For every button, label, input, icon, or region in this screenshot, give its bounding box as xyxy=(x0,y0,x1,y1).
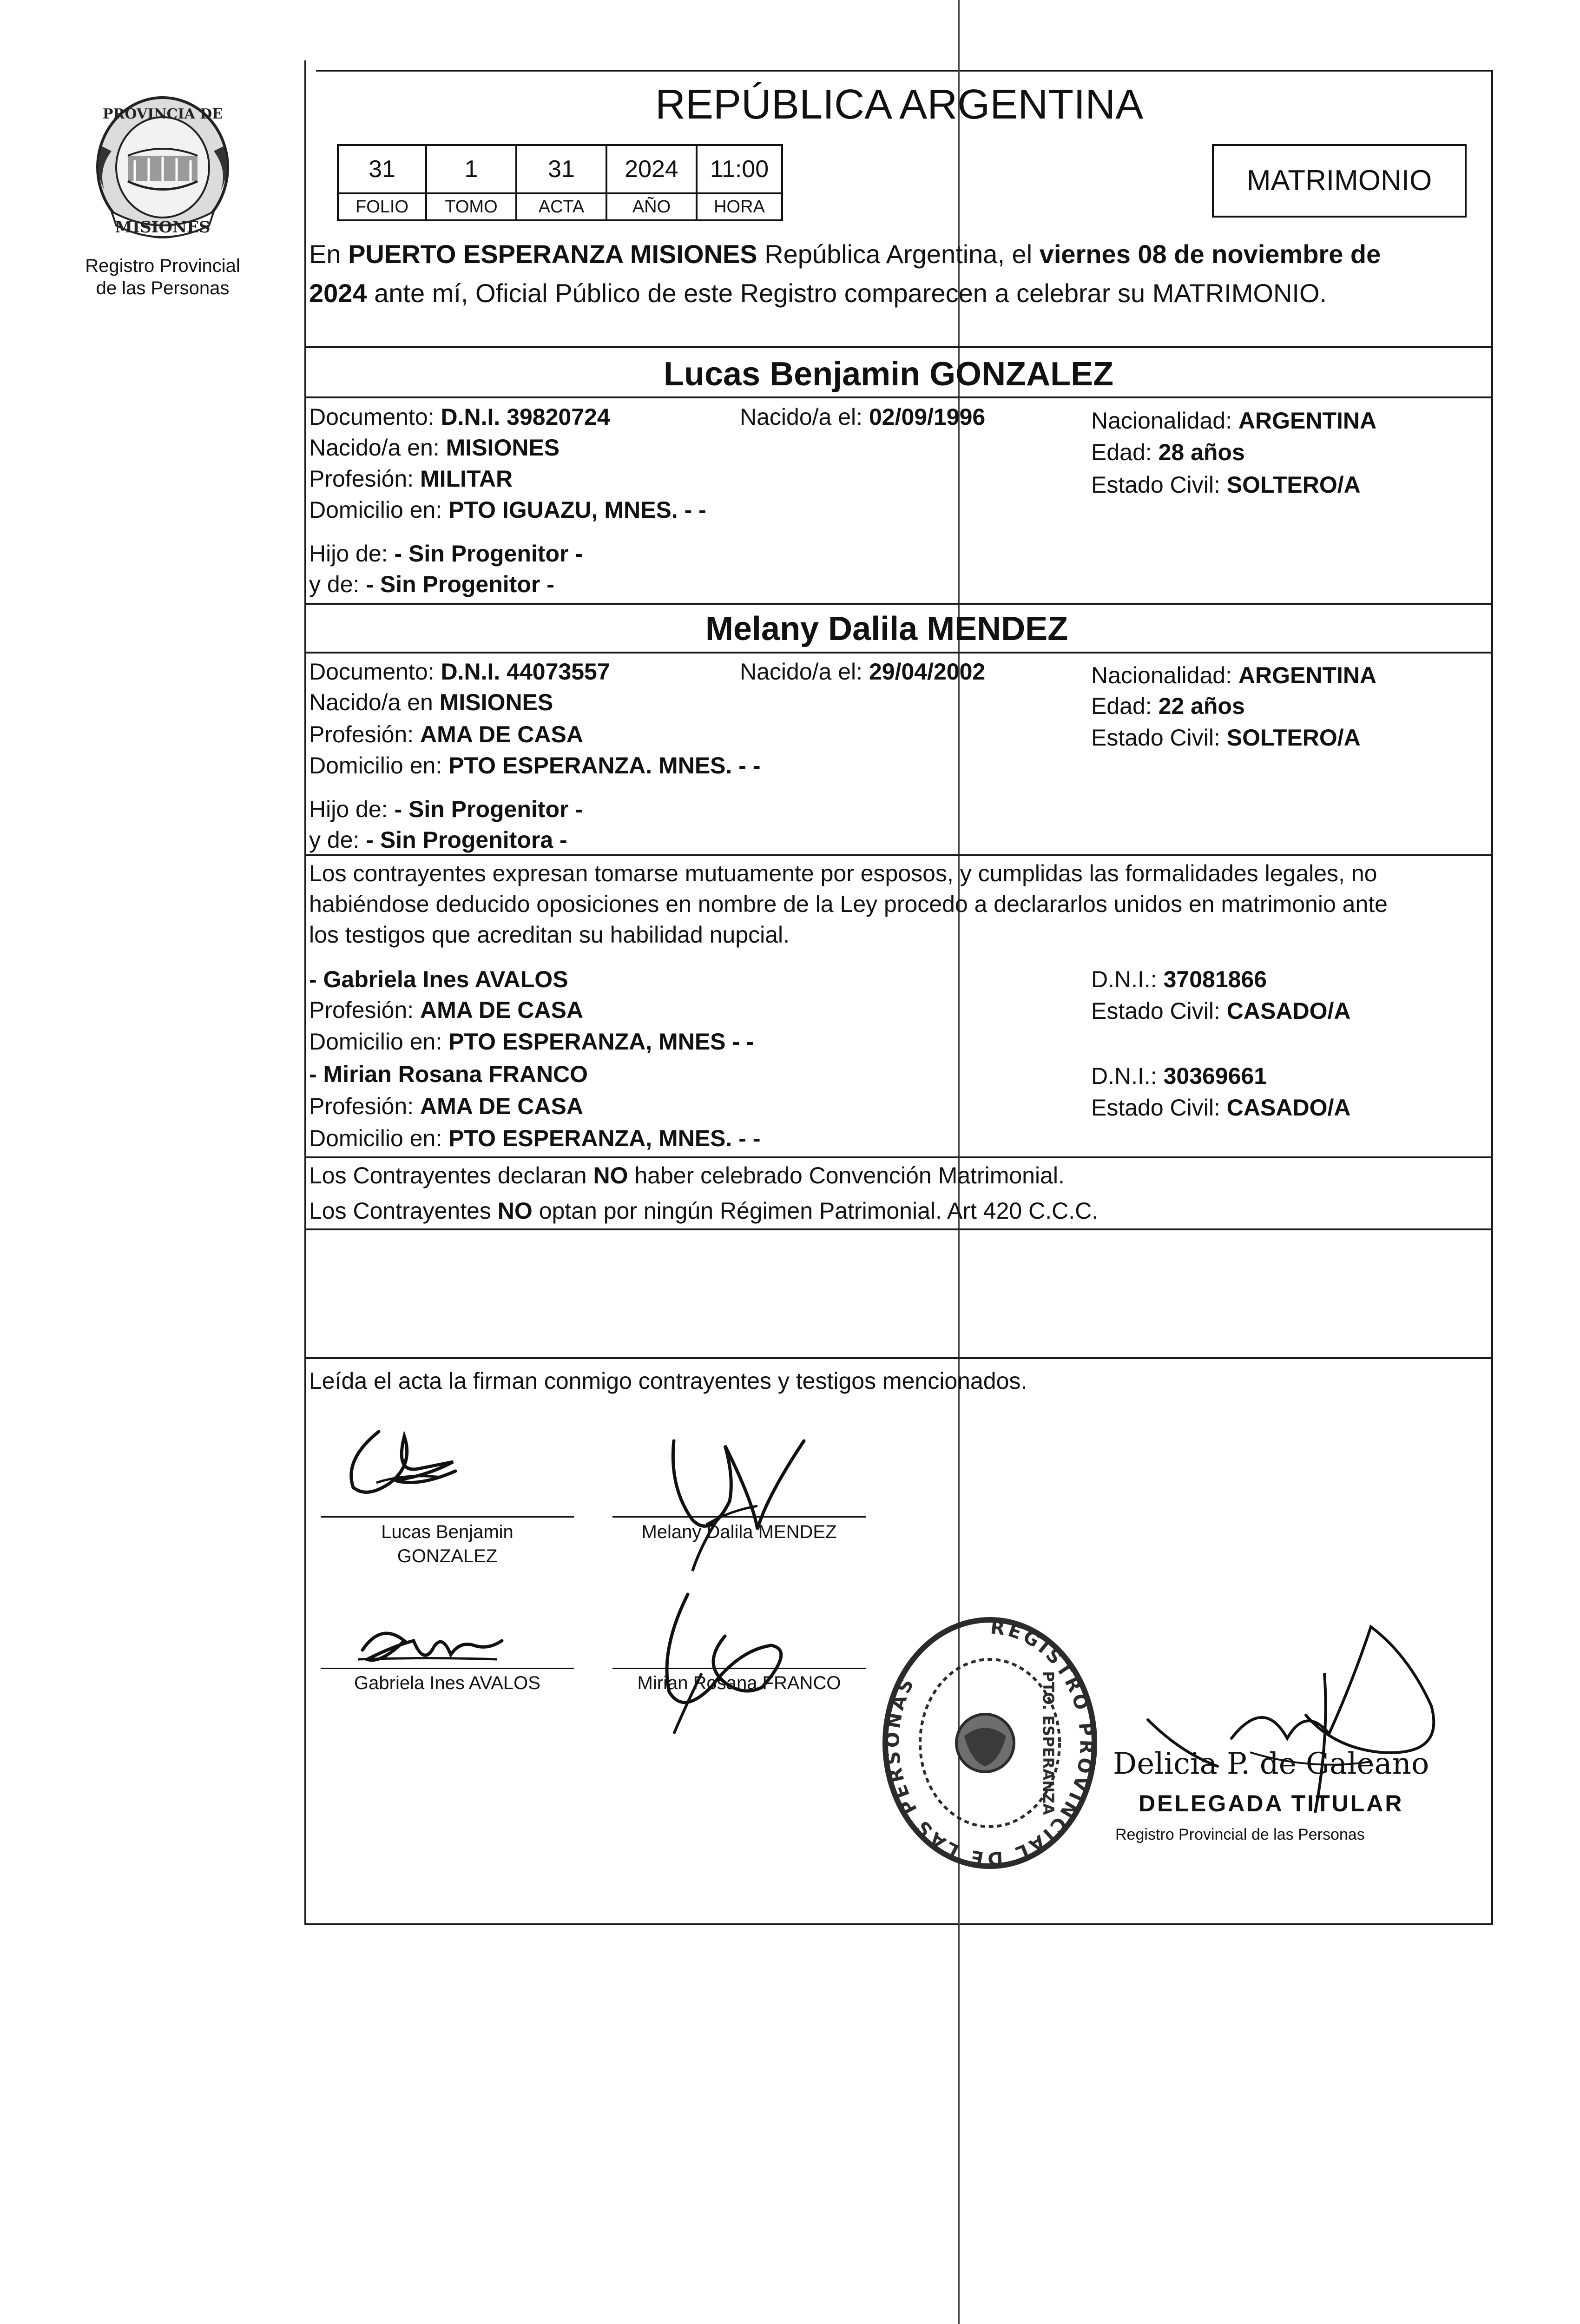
bride-signature xyxy=(651,1432,846,1580)
groom-signature-caption: Lucas Benjamin GONZALEZ xyxy=(381,1522,514,1566)
groom-signature-line xyxy=(321,1516,574,1518)
divider-header xyxy=(304,346,1493,348)
frame-bottom-border xyxy=(304,1923,1493,1925)
regime-convention: Los Contrayentes declaran NO haber celebrado Convención Matrimonial. xyxy=(309,1162,1065,1188)
bride-signature-caption: Melany Dalila MENDEZ xyxy=(641,1522,837,1542)
svg-text:MISIONES: MISIONES xyxy=(115,218,211,237)
groom-nacido-en: Nacido/a en: MISIONES xyxy=(309,435,560,461)
official-signature xyxy=(1111,1599,1464,1822)
groom-documento: Documento: D.N.I. 39820724 xyxy=(309,404,610,430)
groom-hijo-de: Hijo de: - Sin Progenitor - xyxy=(309,541,583,567)
bride-profesion: Profesión: AMA DE CASA xyxy=(309,721,583,747)
witness1-dni: D.N.I.: 37081866 xyxy=(1091,966,1267,992)
witness2-signature-line xyxy=(612,1668,866,1669)
province-seal-icon xyxy=(84,91,242,244)
bride-y-de: y de: - Sin Progenitora - xyxy=(309,827,567,853)
bride-nacido-en: Nacido/a en MISIONES xyxy=(309,689,553,715)
witness1-name: - Gabriela Ines AVALOS xyxy=(309,966,568,992)
bride-hijo-de: Hijo de: - Sin Progenitor - xyxy=(309,796,583,822)
official-title: DELEGADA TITULAR xyxy=(1139,1790,1404,1816)
groom-domicilio: Domicilio en: PTO IGUAZU, MNES. - - xyxy=(309,497,706,523)
groom-profesion: Profesión: MILITAR xyxy=(309,466,513,492)
groom-nacionalidad: Nacionalidad: ARGENTINA xyxy=(1091,408,1377,434)
divider-regime xyxy=(304,1228,1493,1230)
groom-edad: Edad: 28 años xyxy=(1091,439,1245,465)
bride-domicilio: Domicilio en: PTO ESPERANZA. MNES. - - xyxy=(309,753,761,779)
bride-nacido-el: Nacido/a el: 29/04/2002 xyxy=(740,659,986,685)
witness2-signature xyxy=(632,1580,827,1738)
registry-caption: Registro Provincial de las Personas xyxy=(85,256,240,298)
tomo-value: 1 xyxy=(427,146,517,192)
bride-documento: Documento: D.N.I. 44073557 xyxy=(309,659,610,685)
registry-logo xyxy=(84,91,242,244)
witness2-domicilio: Domicilio en: PTO ESPERANZA, MNES. - - xyxy=(309,1125,761,1151)
witness1-profesion: Profesión: AMA DE CASA xyxy=(309,997,583,1023)
divider-witnesses xyxy=(304,1156,1493,1158)
svg-text:PROVINCIA DE: PROVINCIA DE xyxy=(102,106,223,122)
divider-groom xyxy=(304,603,1493,605)
anio-value: 2024 xyxy=(607,146,698,192)
document-title: REPÚBLICA ARGENTINA xyxy=(655,81,1144,128)
witness1-signature-line xyxy=(321,1668,574,1669)
registry-stamp xyxy=(878,1613,1101,1873)
groom-nacido-el: Nacido/a el: 02/09/1996 xyxy=(740,404,986,430)
hora-label: HORA xyxy=(714,197,765,217)
hora-value: 11:00 xyxy=(710,156,769,183)
bride-name: Melany Dalila MENDEZ xyxy=(705,610,1068,647)
tomo-label: TOMO xyxy=(427,194,517,219)
acta-label: ACTA xyxy=(517,194,607,219)
witness2-signature-caption: Mirian Rosana FRANCO xyxy=(637,1673,841,1693)
closing-statement: Leída el acta la firman conmigo contrayentes y testigos mencionados. xyxy=(309,1368,1027,1394)
folio-value: 31 xyxy=(339,146,427,192)
witness2-dni: D.N.I.: 30369661 xyxy=(1091,1063,1267,1089)
witness1-estado-civil: Estado Civil: CASADO/A xyxy=(1091,998,1351,1024)
groom-signature xyxy=(335,1418,483,1511)
witness1-domicilio: Domicilio en: PTO ESPERANZA, MNES - - xyxy=(309,1029,754,1055)
groom-estado-civil: Estado Civil: SOLTERO/A xyxy=(1091,472,1361,498)
witness1-signature-caption: Gabriela Ines AVALOS xyxy=(354,1673,540,1693)
bride-nacionalidad: Nacionalidad: ARGENTINA xyxy=(1091,662,1377,688)
divider-bride xyxy=(304,854,1493,856)
record-type-box xyxy=(1212,144,1467,218)
divider-groom-name xyxy=(304,396,1493,398)
regime-patrimonial: Los Contrayentes NO optan por ningún Régimen Patrimonial. Art 420 C.C.C. xyxy=(309,1198,1099,1224)
anio-label: AÑO xyxy=(607,194,698,219)
acta-value: 31 xyxy=(517,146,607,192)
official-name: Delicia P. de Galeano xyxy=(1113,1747,1429,1781)
folio-label: FOLIO xyxy=(339,194,427,219)
record-type-label: MATRIMONIO xyxy=(1246,165,1432,197)
record-box xyxy=(337,144,783,221)
witness2-profesion: Profesión: AMA DE CASA xyxy=(309,1093,583,1119)
official-office: Registro Provincial de las Personas xyxy=(1115,1826,1365,1843)
divider-bride-name xyxy=(304,652,1493,654)
frame-left-border xyxy=(304,60,306,1924)
groom-y-de: y de: - Sin Progenitor - xyxy=(309,571,554,597)
witness2-name: - Mirian Rosana FRANCO xyxy=(309,1061,588,1087)
frame-top-border xyxy=(316,70,1493,72)
bride-signature-line xyxy=(612,1516,866,1518)
svg-text:REGISTRO PROVINCIAL DE LAS PER: REGISTRO PROVINCIAL DE LAS PERSONAS xyxy=(882,1617,1097,1869)
bride-edad: Edad: 22 años xyxy=(1091,693,1245,719)
svg-text:PTO. ESPERANZA: PTO. ESPERANZA xyxy=(1040,1671,1057,1815)
groom-name: Lucas Benjamin GONZALEZ xyxy=(664,356,1114,393)
intro-paragraph: En PUERTO ESPERANZA MISIONES República Argentina, el viernes 08 de noviembre de 2024 ante mí, Oficial Público de este Registro comparecen a celebrar su MATRIMONIO. xyxy=(309,239,1381,308)
divider-notes xyxy=(304,1357,1493,1359)
witness2-estado-civil: Estado Civil: CASADO/A xyxy=(1091,1095,1351,1121)
bride-estado-civil: Estado Civil: SOLTERO/A xyxy=(1091,725,1361,751)
declaration-paragraph: Los contrayentes expresan tomarse mutuamente por esposos, y cumplidas las formalidades legales, no habiéndose deducido oposiciones en nombre de la Ley procedo a declararlos unidos en matrimonio ante los testigos que acreditan su habilidad nupcial. xyxy=(309,860,1388,948)
